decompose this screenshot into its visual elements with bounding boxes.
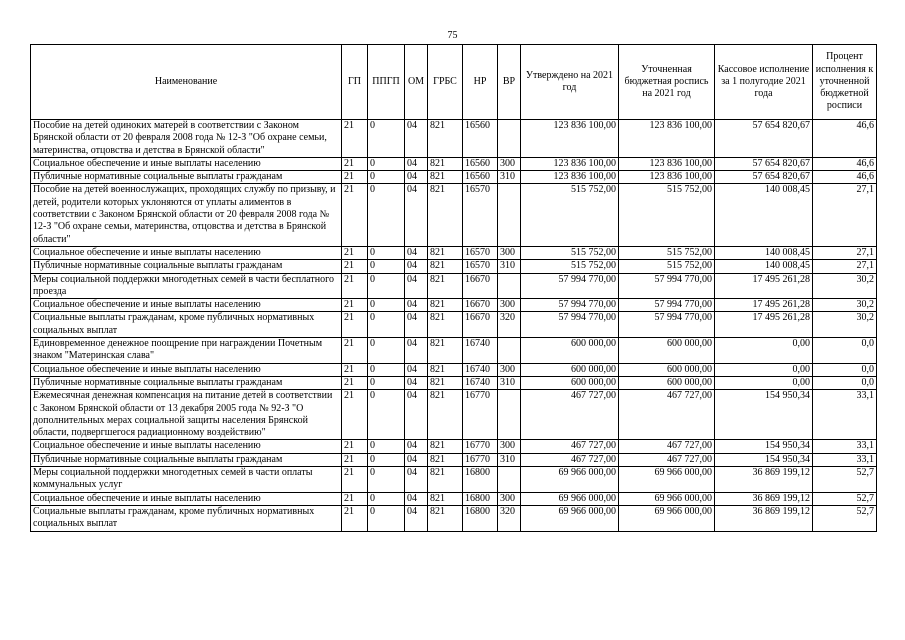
header-np: НР bbox=[463, 45, 498, 120]
cell-ppgp: 0 bbox=[368, 390, 405, 440]
cell-name: Социальное обеспечение и иные выплаты населению bbox=[31, 157, 342, 170]
cell-om: 04 bbox=[405, 120, 428, 158]
cell-gp: 21 bbox=[342, 260, 368, 273]
cell-gp: 21 bbox=[342, 467, 368, 493]
cell-grbs: 821 bbox=[428, 299, 463, 312]
header-cash: Кассовое исполнение за 1 полугодие 2021 года bbox=[715, 45, 813, 120]
cell-approved: 123 836 100,00 bbox=[521, 171, 619, 184]
cell-cash: 140 008,45 bbox=[715, 246, 813, 259]
cell-name: Ежемесячная денежная компенсация на питание детей в соответствии с Законом Брянской области от 13 декабря 2005 года № 92-З "О дополнительных мерах социальной защиты населения Брянской области, подвергшегося радиационному воздействию" bbox=[31, 390, 342, 440]
cell-name: Социальное обеспечение и иные выплаты населению bbox=[31, 246, 342, 259]
cell-om: 04 bbox=[405, 260, 428, 273]
cell-percent: 0,0 bbox=[813, 338, 877, 364]
cell-approved: 600 000,00 bbox=[521, 338, 619, 364]
cell-ppgp: 0 bbox=[368, 184, 405, 246]
cell-name: Пособие на детей военнослужащих, проходящих службу по призыву, и детей, родители которых уклоняются от уплаты алиментов в соответствии с Законом Брянской области от 20 февраля 2008 года № 12-З "Об охране семьи, материнства, отцовства и детства в Брянской области" bbox=[31, 184, 342, 246]
table-row bbox=[31, 184, 877, 246]
cell-percent: 46,6 bbox=[813, 171, 877, 184]
cell-ppgp: 0 bbox=[368, 120, 405, 158]
cell-ppgp: 0 bbox=[368, 171, 405, 184]
cell-vr bbox=[498, 120, 521, 158]
cell-gp: 21 bbox=[342, 246, 368, 259]
cell-np: 16570 bbox=[463, 184, 498, 246]
table-row bbox=[31, 453, 877, 466]
cell-cash: 154 950,34 bbox=[715, 453, 813, 466]
cell-vr bbox=[498, 184, 521, 246]
cell-vr: 310 bbox=[498, 171, 521, 184]
table-row bbox=[31, 246, 877, 259]
cell-percent: 33,1 bbox=[813, 453, 877, 466]
cell-ppgp: 0 bbox=[368, 440, 405, 453]
table-row bbox=[31, 440, 877, 453]
cell-om: 04 bbox=[405, 440, 428, 453]
cell-approved: 600 000,00 bbox=[521, 363, 619, 376]
cell-ppgp: 0 bbox=[368, 246, 405, 259]
cell-refined: 467 727,00 bbox=[619, 390, 715, 440]
cell-ppgp: 0 bbox=[368, 299, 405, 312]
cell-percent: 52,7 bbox=[813, 505, 877, 531]
cell-percent: 27,1 bbox=[813, 260, 877, 273]
cell-np: 16560 bbox=[463, 157, 498, 170]
table-row bbox=[31, 299, 877, 312]
cell-approved: 123 836 100,00 bbox=[521, 120, 619, 158]
header-percent: Процент исполнения к уточненной бюджетной росписи bbox=[813, 45, 877, 120]
cell-approved: 69 966 000,00 bbox=[521, 467, 619, 493]
cell-percent: 46,6 bbox=[813, 120, 877, 158]
cell-cash: 140 008,45 bbox=[715, 184, 813, 246]
cell-percent: 52,7 bbox=[813, 492, 877, 505]
budget-table bbox=[30, 44, 877, 532]
cell-refined: 515 752,00 bbox=[619, 184, 715, 246]
header-grbs: ГРБС bbox=[428, 45, 463, 120]
cell-refined: 467 727,00 bbox=[619, 440, 715, 453]
cell-grbs: 821 bbox=[428, 273, 463, 299]
cell-vr bbox=[498, 273, 521, 299]
header-refined: Уточненная бюджетная роспись на 2021 год bbox=[619, 45, 715, 120]
cell-cash: 57 654 820,67 bbox=[715, 120, 813, 158]
cell-name: Социальные выплаты гражданам, кроме публичных нормативных социальных выплат bbox=[31, 312, 342, 338]
cell-vr: 300 bbox=[498, 157, 521, 170]
cell-refined: 57 994 770,00 bbox=[619, 273, 715, 299]
cell-np: 16740 bbox=[463, 338, 498, 364]
cell-name: Пособие на детей одиноких матерей в соответствии с Законом Брянской области от 20 февраля 2008 года № 12-З "Об охране семьи, материнства, отцовства и детства в Брянской области" bbox=[31, 120, 342, 158]
cell-gp: 21 bbox=[342, 453, 368, 466]
cell-gp: 21 bbox=[342, 338, 368, 364]
table-body bbox=[31, 120, 877, 532]
cell-np: 16770 bbox=[463, 390, 498, 440]
cell-vr bbox=[498, 467, 521, 493]
cell-percent: 30,2 bbox=[813, 273, 877, 299]
cell-approved: 57 994 770,00 bbox=[521, 273, 619, 299]
cell-cash: 36 869 199,12 bbox=[715, 505, 813, 531]
cell-name: Социальное обеспечение и иные выплаты населению bbox=[31, 363, 342, 376]
cell-name: Единовременное денежное поощрение при награждении Почетным знаком "Материнская слава" bbox=[31, 338, 342, 364]
cell-percent: 52,7 bbox=[813, 467, 877, 493]
cell-grbs: 821 bbox=[428, 467, 463, 493]
cell-np: 16670 bbox=[463, 312, 498, 338]
cell-cash: 17 495 261,28 bbox=[715, 312, 813, 338]
cell-refined: 57 994 770,00 bbox=[619, 312, 715, 338]
cell-refined: 123 836 100,00 bbox=[619, 120, 715, 158]
cell-approved: 69 966 000,00 bbox=[521, 492, 619, 505]
cell-cash: 0,00 bbox=[715, 338, 813, 364]
table-row bbox=[31, 363, 877, 376]
cell-om: 04 bbox=[405, 363, 428, 376]
cell-ppgp: 0 bbox=[368, 467, 405, 493]
cell-grbs: 821 bbox=[428, 312, 463, 338]
cell-om: 04 bbox=[405, 171, 428, 184]
cell-np: 16560 bbox=[463, 171, 498, 184]
cell-np: 16570 bbox=[463, 260, 498, 273]
cell-name: Социальные выплаты гражданам, кроме публичных нормативных социальных выплат bbox=[31, 505, 342, 531]
cell-approved: 123 836 100,00 bbox=[521, 157, 619, 170]
cell-om: 04 bbox=[405, 246, 428, 259]
header-om: ОМ bbox=[405, 45, 428, 120]
cell-approved: 515 752,00 bbox=[521, 260, 619, 273]
cell-name: Публичные нормативные социальные выплаты гражданам bbox=[31, 376, 342, 389]
cell-ppgp: 0 bbox=[368, 492, 405, 505]
cell-approved: 467 727,00 bbox=[521, 440, 619, 453]
cell-cash: 17 495 261,28 bbox=[715, 299, 813, 312]
cell-grbs: 821 bbox=[428, 440, 463, 453]
cell-refined: 600 000,00 bbox=[619, 338, 715, 364]
cell-refined: 69 966 000,00 bbox=[619, 492, 715, 505]
cell-grbs: 821 bbox=[428, 390, 463, 440]
cell-ppgp: 0 bbox=[368, 363, 405, 376]
cell-approved: 69 966 000,00 bbox=[521, 505, 619, 531]
table-row bbox=[31, 390, 877, 440]
cell-np: 16800 bbox=[463, 467, 498, 493]
cell-np: 16740 bbox=[463, 363, 498, 376]
cell-approved: 600 000,00 bbox=[521, 376, 619, 389]
cell-gp: 21 bbox=[342, 184, 368, 246]
cell-grbs: 821 bbox=[428, 453, 463, 466]
cell-grbs: 821 bbox=[428, 260, 463, 273]
cell-vr: 310 bbox=[498, 453, 521, 466]
cell-cash: 57 654 820,67 bbox=[715, 171, 813, 184]
cell-grbs: 821 bbox=[428, 505, 463, 531]
cell-om: 04 bbox=[405, 184, 428, 246]
cell-gp: 21 bbox=[342, 390, 368, 440]
cell-percent: 46,6 bbox=[813, 157, 877, 170]
cell-om: 04 bbox=[405, 299, 428, 312]
cell-cash: 0,00 bbox=[715, 363, 813, 376]
cell-gp: 21 bbox=[342, 273, 368, 299]
cell-refined: 123 836 100,00 bbox=[619, 171, 715, 184]
cell-gp: 21 bbox=[342, 440, 368, 453]
table-row bbox=[31, 157, 877, 170]
cell-percent: 30,2 bbox=[813, 312, 877, 338]
cell-name: Меры социальной поддержки многодетных семей в части оплаты коммунальных услуг bbox=[31, 467, 342, 493]
cell-om: 04 bbox=[405, 467, 428, 493]
cell-om: 04 bbox=[405, 492, 428, 505]
cell-np: 16570 bbox=[463, 246, 498, 259]
cell-grbs: 821 bbox=[428, 376, 463, 389]
cell-name: Публичные нормативные социальные выплаты гражданам bbox=[31, 171, 342, 184]
cell-om: 04 bbox=[405, 505, 428, 531]
cell-name: Социальное обеспечение и иные выплаты населению bbox=[31, 299, 342, 312]
cell-name: Социальное обеспечение и иные выплаты населению bbox=[31, 492, 342, 505]
cell-vr: 300 bbox=[498, 440, 521, 453]
cell-percent: 27,1 bbox=[813, 184, 877, 246]
page-number: 75 bbox=[447, 30, 458, 41]
cell-vr: 310 bbox=[498, 260, 521, 273]
cell-percent: 0,0 bbox=[813, 376, 877, 389]
cell-cash: 154 950,34 bbox=[715, 390, 813, 440]
cell-grbs: 821 bbox=[428, 157, 463, 170]
cell-refined: 57 994 770,00 bbox=[619, 299, 715, 312]
cell-np: 16560 bbox=[463, 120, 498, 158]
table-header-row bbox=[31, 45, 877, 120]
cell-np: 16770 bbox=[463, 453, 498, 466]
header-name: Наименование bbox=[31, 45, 342, 120]
cell-cash: 154 950,34 bbox=[715, 440, 813, 453]
cell-gp: 21 bbox=[342, 505, 368, 531]
cell-vr: 320 bbox=[498, 312, 521, 338]
cell-vr: 300 bbox=[498, 492, 521, 505]
cell-refined: 467 727,00 bbox=[619, 453, 715, 466]
cell-name: Социальное обеспечение и иные выплаты населению bbox=[31, 440, 342, 453]
cell-approved: 515 752,00 bbox=[521, 246, 619, 259]
table-row bbox=[31, 467, 877, 493]
table-row bbox=[31, 273, 877, 299]
cell-percent: 27,1 bbox=[813, 246, 877, 259]
cell-approved: 467 727,00 bbox=[521, 453, 619, 466]
cell-percent: 33,1 bbox=[813, 440, 877, 453]
table-row bbox=[31, 171, 877, 184]
table-row bbox=[31, 120, 877, 158]
cell-vr: 310 bbox=[498, 376, 521, 389]
header-vr: ВР bbox=[498, 45, 521, 120]
cell-grbs: 821 bbox=[428, 338, 463, 364]
cell-percent: 30,2 bbox=[813, 299, 877, 312]
cell-np: 16670 bbox=[463, 273, 498, 299]
cell-approved: 57 994 770,00 bbox=[521, 299, 619, 312]
cell-ppgp: 0 bbox=[368, 338, 405, 364]
cell-percent: 33,1 bbox=[813, 390, 877, 440]
cell-refined: 69 966 000,00 bbox=[619, 467, 715, 493]
cell-gp: 21 bbox=[342, 157, 368, 170]
cell-gp: 21 bbox=[342, 492, 368, 505]
cell-refined: 515 752,00 bbox=[619, 246, 715, 259]
cell-np: 16740 bbox=[463, 376, 498, 389]
table-row bbox=[31, 505, 877, 531]
cell-cash: 17 495 261,28 bbox=[715, 273, 813, 299]
cell-vr: 320 bbox=[498, 505, 521, 531]
cell-grbs: 821 bbox=[428, 246, 463, 259]
cell-om: 04 bbox=[405, 376, 428, 389]
cell-gp: 21 bbox=[342, 363, 368, 376]
cell-refined: 600 000,00 bbox=[619, 363, 715, 376]
cell-grbs: 821 bbox=[428, 184, 463, 246]
header-approved: Утверждено на 2021 год bbox=[521, 45, 619, 120]
table-row bbox=[31, 376, 877, 389]
header-gp: ГП bbox=[342, 45, 368, 120]
cell-approved: 57 994 770,00 bbox=[521, 312, 619, 338]
cell-om: 04 bbox=[405, 312, 428, 338]
cell-percent: 0,0 bbox=[813, 363, 877, 376]
cell-refined: 69 966 000,00 bbox=[619, 505, 715, 531]
cell-grbs: 821 bbox=[428, 492, 463, 505]
table-row bbox=[31, 260, 877, 273]
cell-om: 04 bbox=[405, 453, 428, 466]
cell-vr: 300 bbox=[498, 299, 521, 312]
cell-name: Меры социальной поддержки многодетных семей в части бесплатного проезда bbox=[31, 273, 342, 299]
cell-approved: 515 752,00 bbox=[521, 184, 619, 246]
cell-om: 04 bbox=[405, 157, 428, 170]
cell-grbs: 821 bbox=[428, 171, 463, 184]
cell-ppgp: 0 bbox=[368, 260, 405, 273]
cell-refined: 515 752,00 bbox=[619, 260, 715, 273]
cell-ppgp: 0 bbox=[368, 453, 405, 466]
cell-name: Публичные нормативные социальные выплаты гражданам bbox=[31, 453, 342, 466]
cell-refined: 600 000,00 bbox=[619, 376, 715, 389]
cell-om: 04 bbox=[405, 273, 428, 299]
cell-grbs: 821 bbox=[428, 363, 463, 376]
cell-cash: 0,00 bbox=[715, 376, 813, 389]
cell-gp: 21 bbox=[342, 376, 368, 389]
cell-vr bbox=[498, 390, 521, 440]
cell-gp: 21 bbox=[342, 299, 368, 312]
cell-vr: 300 bbox=[498, 363, 521, 376]
cell-cash: 140 008,45 bbox=[715, 260, 813, 273]
cell-gp: 21 bbox=[342, 120, 368, 158]
cell-np: 16770 bbox=[463, 440, 498, 453]
cell-om: 04 bbox=[405, 390, 428, 440]
cell-np: 16800 bbox=[463, 505, 498, 531]
cell-ppgp: 0 bbox=[368, 157, 405, 170]
cell-np: 16800 bbox=[463, 492, 498, 505]
cell-ppgp: 0 bbox=[368, 273, 405, 299]
cell-name: Публичные нормативные социальные выплаты гражданам bbox=[31, 260, 342, 273]
cell-vr: 300 bbox=[498, 246, 521, 259]
header-ppgp: ППГП bbox=[368, 45, 405, 120]
cell-ppgp: 0 bbox=[368, 312, 405, 338]
cell-np: 16670 bbox=[463, 299, 498, 312]
cell-gp: 21 bbox=[342, 312, 368, 338]
cell-cash: 36 869 199,12 bbox=[715, 467, 813, 493]
table-row bbox=[31, 312, 877, 338]
cell-om: 04 bbox=[405, 338, 428, 364]
cell-grbs: 821 bbox=[428, 120, 463, 158]
table-row bbox=[31, 492, 877, 505]
cell-vr bbox=[498, 338, 521, 364]
cell-approved: 467 727,00 bbox=[521, 390, 619, 440]
cell-refined: 123 836 100,00 bbox=[619, 157, 715, 170]
cell-ppgp: 0 bbox=[368, 505, 405, 531]
cell-gp: 21 bbox=[342, 171, 368, 184]
cell-cash: 36 869 199,12 bbox=[715, 492, 813, 505]
cell-cash: 57 654 820,67 bbox=[715, 157, 813, 170]
table-row bbox=[31, 338, 877, 364]
cell-ppgp: 0 bbox=[368, 376, 405, 389]
